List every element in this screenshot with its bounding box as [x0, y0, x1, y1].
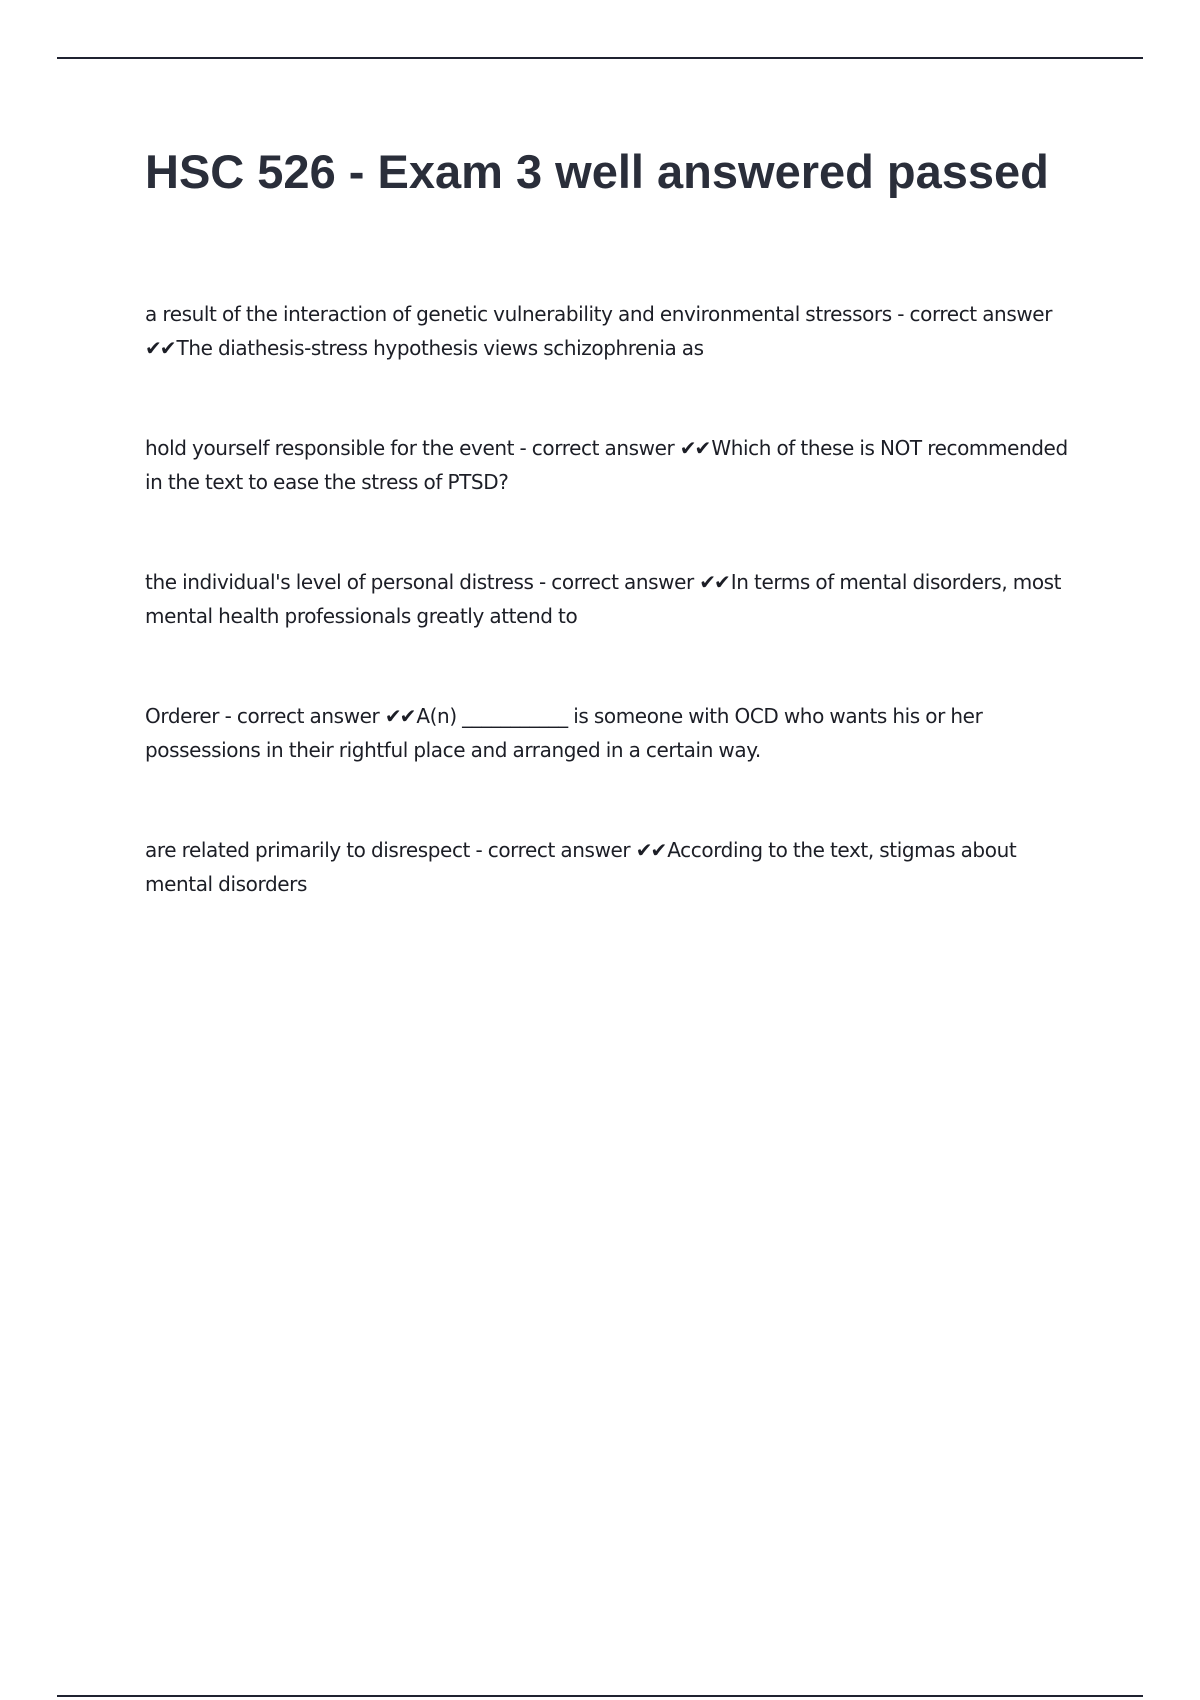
page-title: HSC 526 - Exam 3 well answered passed	[145, 145, 1049, 198]
answer-separator: - correct answer	[219, 704, 385, 728]
qa-item	[145, 699, 1085, 767]
qa-item	[145, 297, 1085, 365]
question-text: The diathesis-stress hypothesis views schizophrenia as	[176, 336, 704, 360]
question-text: Which of these is NOT recommended in the text to ease the stress of PTSD?	[145, 436, 1068, 494]
double-check-icon: ✔✔	[699, 570, 729, 594]
bottom-divider	[57, 1695, 1143, 1697]
answer-text: a result of the interaction of genetic vulnerability and environmental stressors	[145, 302, 892, 326]
double-check-icon: ✔✔	[145, 336, 175, 360]
qa-item	[145, 431, 1085, 499]
answer-separator: - correct answer	[533, 570, 700, 594]
answer-separator: - correct answer	[891, 302, 1053, 326]
top-divider	[57, 57, 1143, 59]
question-text: According to the text, stigmas about mental disorders	[145, 838, 1017, 896]
question-text: In terms of mental disorders, most mental health professionals greatly attend to	[145, 570, 1062, 628]
qa-item	[145, 833, 1085, 901]
answer-separator: - correct answer	[470, 838, 636, 862]
double-check-icon: ✔✔	[635, 838, 666, 862]
double-check-icon: ✔✔	[384, 704, 415, 728]
answer-separator: - correct answer	[514, 436, 680, 460]
qa-item	[145, 565, 1085, 633]
qa-list	[145, 297, 1085, 967]
answer-text: the individual's level of personal distress	[145, 570, 534, 594]
question-text: A(n) ___________ is someone with OCD who wants his or her possessions in their rightful place and arranged in a certain way.	[145, 704, 983, 762]
double-check-icon: ✔✔	[679, 436, 710, 460]
answer-text: Orderer	[145, 704, 220, 728]
answer-text: hold yourself responsible for the event	[145, 436, 515, 460]
answer-text: are related primarily to disrespect	[145, 838, 470, 862]
